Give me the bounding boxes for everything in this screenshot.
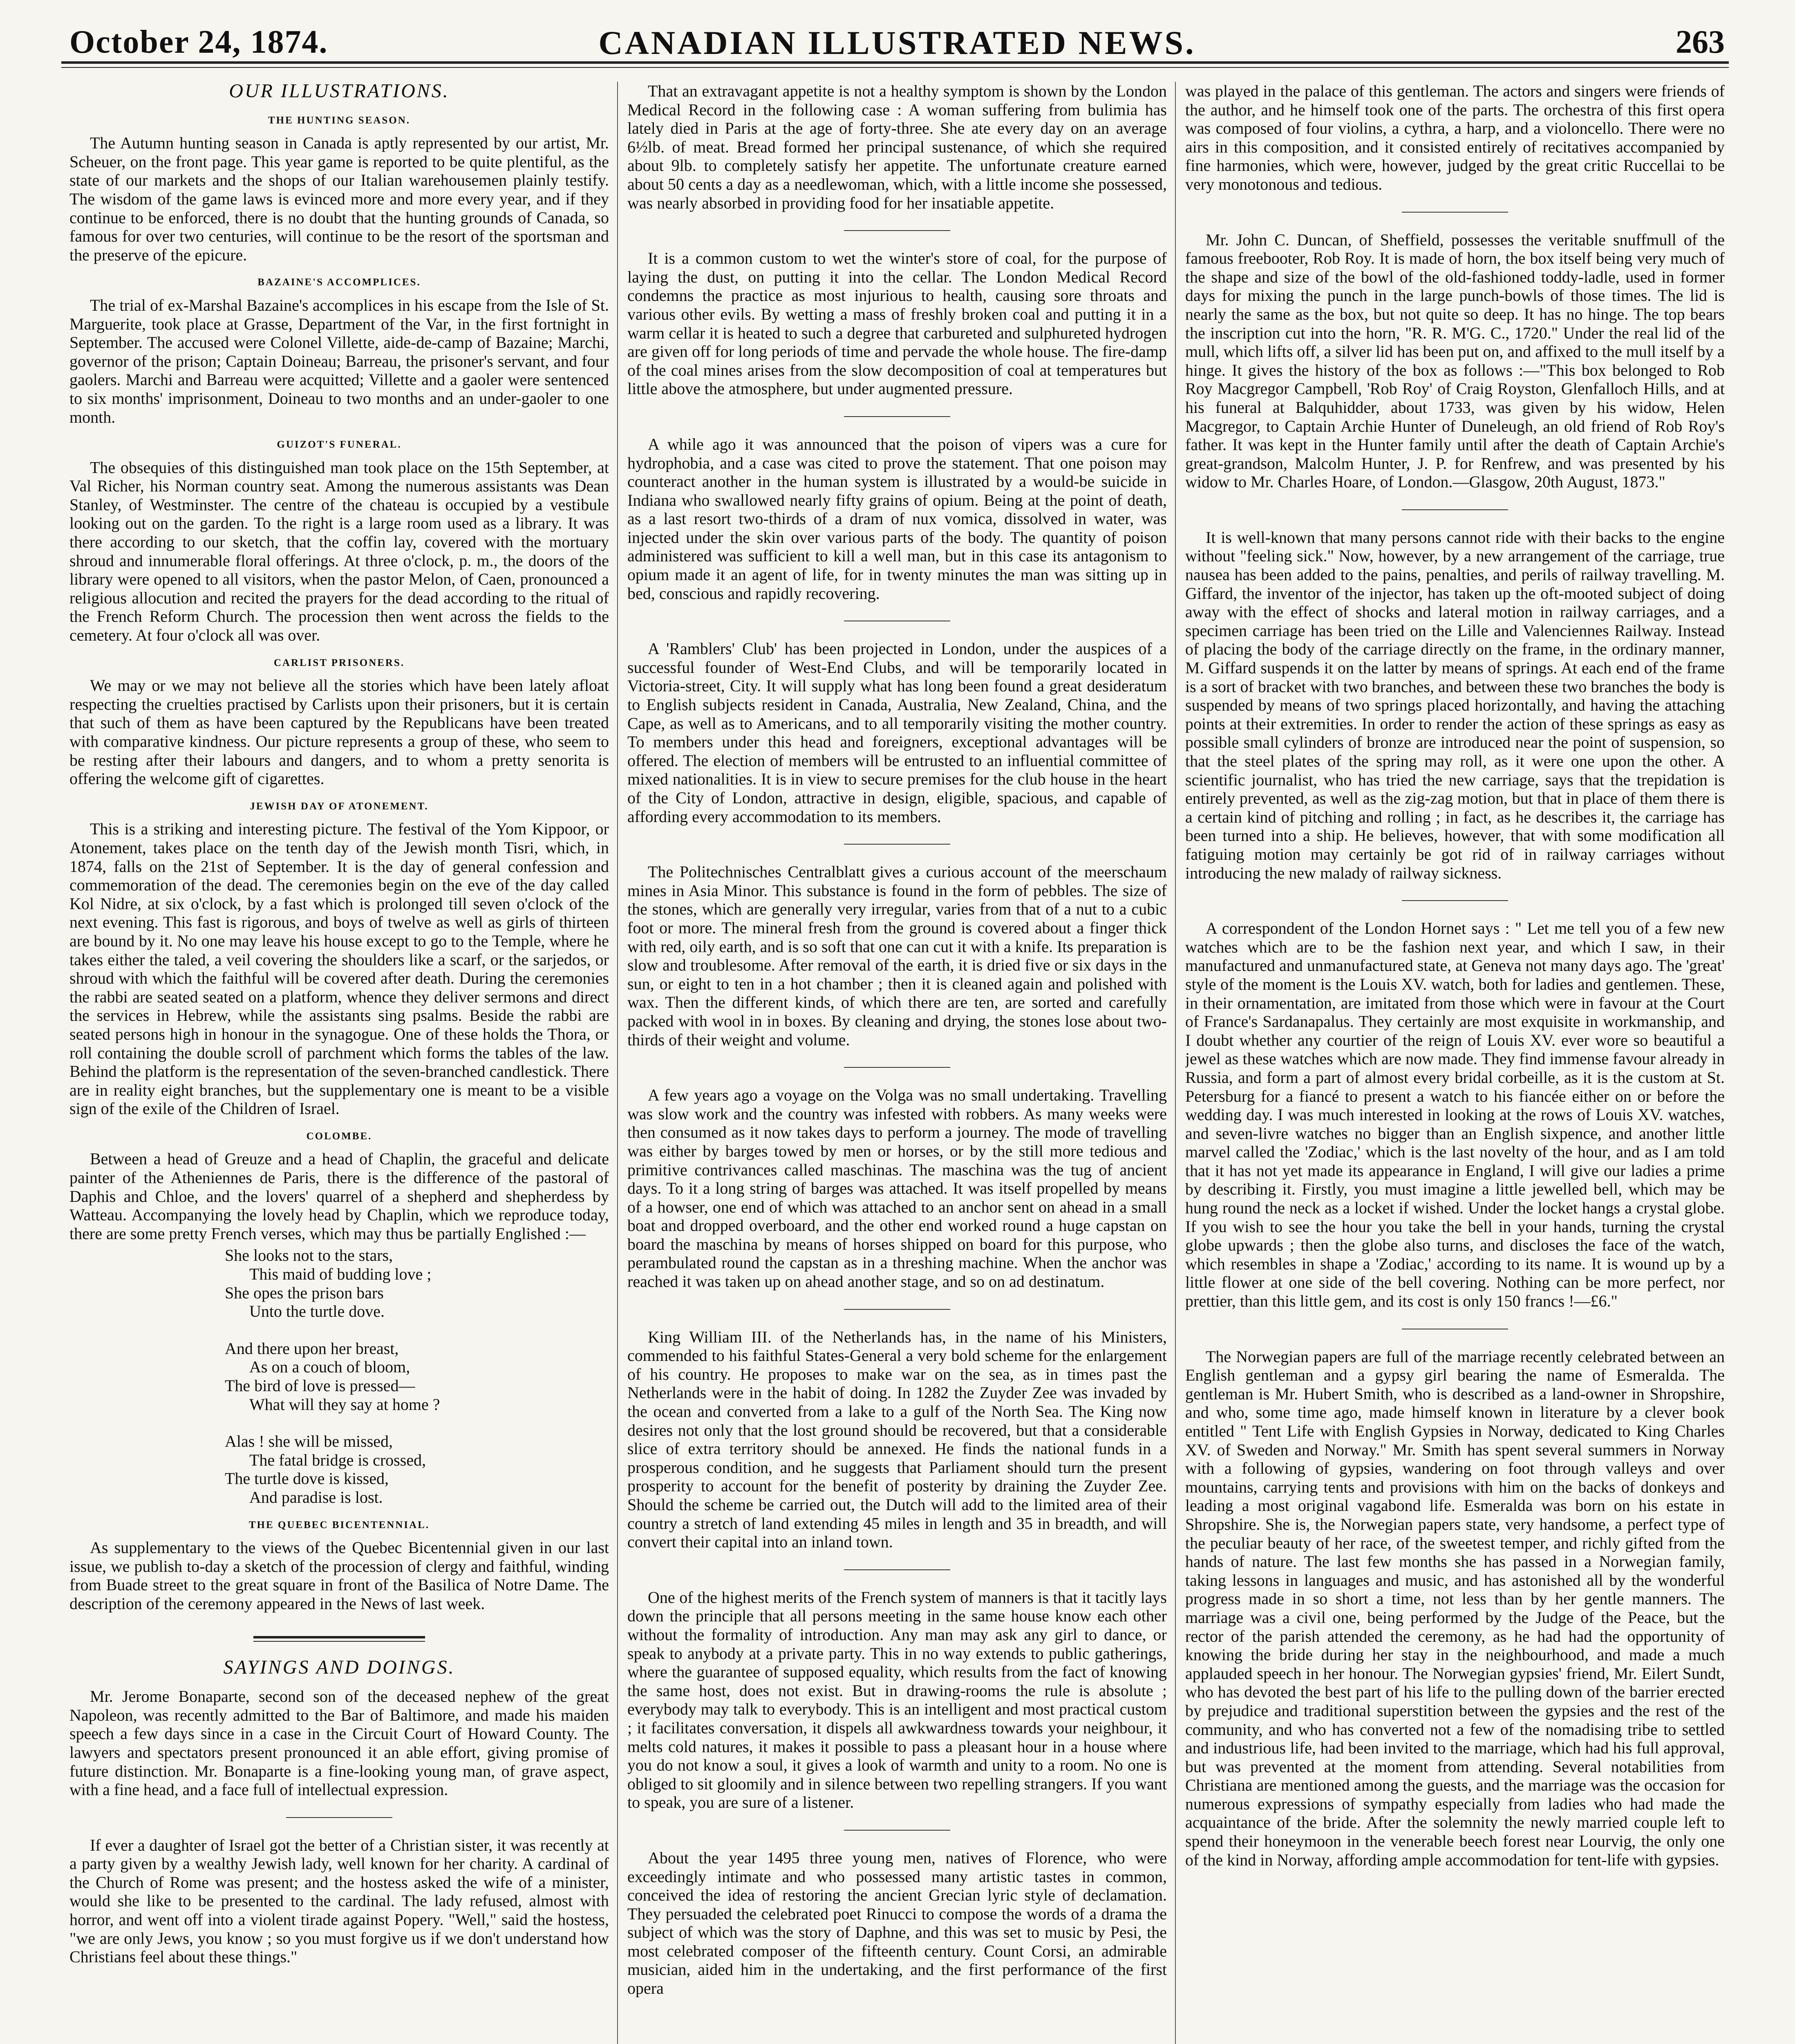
masthead-rule xyxy=(61,61,1729,64)
page-number: 263 xyxy=(1676,24,1725,60)
article-subheading: CARLIST PRISONERS. xyxy=(273,657,405,668)
issue-date: October 24, 1874. xyxy=(69,24,328,60)
article-paragraph: was played in the palace of this gentleman. The actors and singers were friends of the author, and he himself took one of the parts. The orchestra of this first opera was composed of four violins, a cythra, a harp, and a violoncello. There were no airs in this composition, and it consisted entirely of recitatives accompanied by fine harmonies, which were, however, judged by the great critic Ruccellai to be very monotonous and tedious. xyxy=(1185,82,1725,193)
poem-line: Alas ! she will be missed, xyxy=(225,1432,393,1451)
article-separator xyxy=(844,230,950,231)
article-paragraph: We may or we may not believe all the stories which have been lately afloat respecting the cruelties practised by Carlists upon their prisoners, but it is certain that such of them as have been captured by the Republicans have been treated with comparative kindness. Our picture represents a group of these, who seem to be resting after their labours and dangers, and to whom a pretty senorita is offering the welcome gift of cigarettes. xyxy=(69,676,609,788)
masthead-rule-thin xyxy=(61,67,1729,68)
poem-line: This maid of budding love ; xyxy=(249,1265,432,1284)
article-subheading: BAZAINE'S ACCOMPLICES. xyxy=(257,277,421,288)
poem-line: Unto the turtle dove. xyxy=(249,1302,385,1321)
poem-line: The bird of love is pressed— xyxy=(225,1376,415,1395)
article-paragraph: This is a striking and interesting picture. The festival of the Yom Kippoor, or Atonement, takes place on the tenth day of the Jewish month Tisri, which, in 1874, falls on the 21st of September. It is the day of general confession and commemoration of the dead. The ceremonies begin on the eve of the day called Kol Nidre, at six o'clock, by a fast which is prolonged till seven o'clock of the next evening. This fast is rigorous, and boys of twelve as well as girls of thirteen are bound by it. No one may leave his house except to go to the Temple, where he takes either the taled, a veil covering the shoulders like a scarf, or the sarjedos, or shroud with which the faithful will be covered after death. During the ceremonies the rabbi are seated seated on a platform, whence they deliver sermons and direct the services in Hebrew, while the assistants sing psalms. Beside the rabbi are seated persons high in honour in the synagogue. One of these holds the Thora, or roll containing the double scroll of parchment which forms the tables of the law. Behind the platform is the representation of the seven-branched candlestick. There are in reality eight branches, but the supplementary one is meant to be a visible sign of the exile of the Children of Israel. xyxy=(69,820,609,1118)
article-paragraph: That an extravagant appetite is not a healthy symptom is shown by the London Medical Record in the following case : A woman suffering from bulimia has lately died in Paris at the age of forty-three. She ate every day on an average 6½lb. of meat. Bread formed her principal sustenance, of which she required about 9lb. to completely satisfy her appetite. The unfortunate creature earned about 50 cents a day as a needlewoman, which, with a little income she possessed, was nearly absorbed in providing food for her insatiable appetite. xyxy=(627,82,1167,212)
article-paragraph: About the year 1495 three young men, natives of Florence, who were exceedingly intimate and who possessed many artistic tastes in common, conceived the idea of restoring the ancient Grecian lyric style of declamation. They persuaded the celebrated poet Rinucci to compose the words of a drama the subject of which was the story of Daphne, and this was set to music by Pesi, the most celebrated composer of the fifteenth century. Count Corsi, an admirable musician, aided him in the undertaking, and the first performance of the first opera xyxy=(627,1848,1167,1998)
poem-line: The turtle dove is kissed, xyxy=(225,1469,389,1488)
section-rule xyxy=(253,1636,425,1642)
poem-line: And there upon her breast, xyxy=(225,1339,399,1358)
newspaper-title: CANADIAN ILLUSTRATED NEWS. xyxy=(598,24,1196,61)
article-paragraph: A while ago it was announced that the poison of vipers was a cure for hydrophobia, and a case was cited to prove the statement. That one poison may counteract another in the human system is illustrated by a would-be suicide in Indiana who swallowed nearly fifty grains of opium. Being at the point of death, as a last resort two-thirds of a dram of nux vomica, dissolved in water, was injected under the skin over various parts of the body. The quantity of poison administered was sufficient to kill a well man, but in this case its antagonism to opium made it an agent of life, for in twenty minutes the man was sitting up in bed, conscious and rapidly recovering. xyxy=(627,435,1167,603)
column-2 xyxy=(627,82,1167,2044)
article-paragraph: The obsequies of this distinguished man took place on the 15th September, at Val Richer, his Norman country seat. Among the numerous assistants was Dean Stanley, of Westminster. The centre of the chateau is occupied by a vestibule looking out on the garden. To the right is a large room used as a library. It was there according to our sketch, that the coffin lay, covered with the mortuary shroud and innumerable floral offerings. At three o'clock, p. m., the doors of the library were opened to all visitors, when the pastor Melon, of Caen, pronounced a religious allocution and recited the prayers for the dead according to the ritual of the French Reform Church. The procession then went across the fields to the cemetery. At four o'clock all was over. xyxy=(69,458,609,645)
article-paragraph: Between a head of Greuze and a head of Chaplin, the graceful and delicate painter of the Atheniennes de Paris, there is the difference of the pastoral of Daphis and Chloe, and the lovers' quarrel of a shepherd and shepherdess by Watteau. Accompanying the lovely head by Chaplin, which we reproduce today, there are some pretty French verses, which may thus be partially Englished :— xyxy=(69,1150,609,1243)
poem-line: And paradise is lost. xyxy=(249,1488,383,1506)
article-paragraph: It is a common custom to wet the winter's store of coal, for the purpose of laying the dust, on putting it into the cellar. The London Medical Record condemns the practice as most injurious to health, causing sore throats and various other evils. By wetting a mass of freshly broken coal and putting it in a warm cellar it is heated to such a degree that carbureted and sulphureted hydrogen are given off for long periods of time and pervade the whole house. The fire-damp of the coal mines arises from the slow decomposition of coal at temperatures but little above the atmosphere, but under augmented pressure. xyxy=(627,249,1167,398)
article-subheading: COLOMBE. xyxy=(306,1130,372,1142)
article-paragraph: If ever a daughter of Israel got the better of a Christian sister, it was recently at a party given by a wealthy Jewish lady, well known for her charity. A cardinal of the Church of Rome was present; and the hostess asked the wife of a minister, would she like to be presented to the cardinal. The lady refused, almost with horror, and went off into a violent tirade against Popery. "Well," said the hostess, "we are only Jews, you know ; so you must forgive us if we don't understand how Christians feel about these things." xyxy=(69,1836,609,1966)
article-subheading: JEWISH DAY OF ATONEMENT. xyxy=(250,800,429,812)
article-paragraph: Mr. John C. Duncan, of Sheffield, possesses the veritable snuffmull of the famous freebooter, Rob Roy. It is made of horn, the box itself being very much of the shape and size of the bowl of the old-fashioned toddy-ladle, used in former days for mixing the punch in the large punch-bowls of those times. The lid is nearly the same as the box, but not quite so deep. It has no hinge. The top bears the inscription cut into the horn, "R. R. M'G. C., 1720." Under the real lid of the mull, which lifts off, a silver lid has been put on, and affixed to the mull itself by a hinge. It gives the history of the box as follows :—"This box belonged to Rob Roy Macgregor Campbell, 'Rob Roy' of Craig Royston, Glenfalloch Hills, and at his funeral at Balquhidder, about 1733, was given by his widow, Helen Macgregor, to Captain Archie Hunter of Duneleugh, an old friend of Rob Roy's father. It was kept in the Hunter family until after the death of Captain Archie's great-grandson, Malcolm Hunter, J. P. for Renfrew, and was presented by his widow to Mr. Charles Hoare, of London.—Glasgow, 20th August, 1873." xyxy=(1185,230,1725,491)
article-subheading: GUIZOT'S FUNERAL. xyxy=(277,439,402,450)
article-subheading: THE HUNTING SEASON. xyxy=(268,114,411,126)
column-3 xyxy=(1185,82,1725,2044)
poem xyxy=(69,1246,609,1506)
article-paragraph: A few years ago a voyage on the Volga was no small undertaking. Travelling was slow work and the country was infested with robbers. As many weeks were then consumed as it now takes days to perform a journey. The mode of travelling was either by barges towed by men or horses, or by the still more tedious and primitive contrivances called maschinas. The maschina was the tug of ancient days. To it a long string of barges was attached. It was itself propelled by means of a howser, one end of which was attached to an anchor sent on ahead in a small boat and dropped overboard, and the other end worked round a huge capstan on board the maschina by means of horses shipped on board for this purpose, who perambulated round the capstan as in a threshing machine. When the anchor was reached it was taken up on ahead another stage, and so on ad destinatum. xyxy=(627,1086,1167,1291)
masthead xyxy=(69,16,1725,65)
article-separator xyxy=(844,1309,950,1310)
article-separator xyxy=(844,844,950,845)
article-separator xyxy=(1402,900,1508,901)
article-separator xyxy=(286,1817,392,1818)
article-paragraph: A 'Ramblers' Club' has been projected in London, under the auspices of a successful founder of West-End Clubs, and will be temporarily located in Victoria-street, City. It will supply what has long been found a great desideratum to English subjects resident in Canada, Australia, New Zealand, China, and the Cape, as well as to Americans, and to all temporarily visiting the mother country. To members under this head and foreigners, exceptional advantages will be offered. The election of members will be entrusted to an influential committee of mixed nationalities. It is in view to secure premises for the club house in the heart of the City of London, attractive in design, eligible, spacious, and capable of affording every accommodation to its members. xyxy=(627,639,1167,826)
article-paragraph: Mr. Jerome Bonaparte, second son of the deceased nephew of the great Napoleon, was recently admitted to the Bar of Baltimore, and made his maiden speech a few days since in a case in the Circuit Court of Howard County. The lawyers and spectators present pronounced it an able effort, giving promise of future distinction. Mr. Bonaparte is a fine-looking young man, of grave aspect, with a fine head, and a face full of intellectual expression. xyxy=(69,1687,609,1799)
article-paragraph: As supplementary to the views of the Quebec Bicentennial given in our last issue, we publish to-day a sketch of the procession of clergy and faithful, winding from Buade street to the great square in front of the Basilica of Notre Dame. The description of the ceremony appeared in the News of last week. xyxy=(69,1538,609,1613)
article-separator xyxy=(844,1067,950,1068)
article-subheading: THE QUEBEC BICENTENNIAL. xyxy=(248,1519,430,1531)
poem-line: As on a couch of bloom, xyxy=(249,1358,410,1376)
poem-line: She looks not to the stars, xyxy=(225,1246,393,1265)
article-paragraph: One of the highest merits of the French system of manners is that it tacitly lays down the principle that all persons meeting in the same house know each other without the formality of introduction. Any man may ask any girl to dance, or speak to anybody at a private party. This in no way extends to public gatherings, where the guarantee of supposed equality, which results from the fact of knowing the same host, does not exist. But in drawing-rooms the rule is absolute ; everybody may talk to everybody. This is an intelligent and most practical custom ; it facilitates conversation, it dispels all awkwardness towards your neighbour, it melts cold natures, it makes it possible to pass a pleasant hour in a house where you do not know a soul, it gives a look of warmth and unity to a room. No one is obliged to sit gloomily and in silence between two repelling strangers. If you want to speak, you are sure of a listener. xyxy=(627,1588,1167,1812)
poem-line: She opes the prison bars xyxy=(225,1283,384,1302)
article-separator xyxy=(844,1830,950,1831)
poem-line: The fatal bridge is crossed, xyxy=(249,1450,426,1469)
poem-line: What will they say at home ? xyxy=(249,1395,440,1414)
article-paragraph: It is well-known that many persons cannot ride with their backs to the engine without "feeling sick." Now, however, by a new arrangement of the carriage, true nausea has been added to the pains, penalties, and perils of railway travelling. M. Giffard, the inventor of the injector, has taken up the oft-mooted subject of doing away with the effect of shocks and lateral motion in railway carriages, and a specimen carriage has been tried on the Lille and Valenciennes Railway. Instead of placing the body of the carriage directly on the frame, in the ordinary manner, M. Giffard suspends it on the latter by means of springs. At each end of the frame is a sort of bracket with two branches, and between these two branches the body is suspended by means of two springs placed horizontally, and having the attaching points at their extremities. In order to render the action of these springs as easy as possible small cylinders of bronze are introduced near the point of suspension, so that the steel plates of the spring may roll, as it were one upon the other. A scientific journalist, who has tried the new carriage, says that the trepidation is entirely prevented, as well as the zig-zag motion, but that in place of them there is a certain kind of pitching and rolling ; in fact, as he describes it, the carriage has been turned into a ship. He believes, however, that with some modification all fatiguing motion may certainly be got rid of in railway carriages without introducing the new malady of railway sickness. xyxy=(1185,528,1725,882)
article-separator xyxy=(1402,212,1508,213)
article-paragraph: The trial of ex-Marshal Bazaine's accomplices in his escape from the Isle of St. Marguerite, took place at Grasse, Department of the Var, in the first fortnight in September. The accused were Colonel Villette, aide-de-camp of Bazaine; Marchi, governor of the prison; Captain Doineau; Barreau, the prisoner's servant, and four gaolers. Marchi and Barreau were acquitted; Villette and a gaoler were sentenced to six months' imprisonment, Doineau to two months and an under-gaoler to one month. xyxy=(69,296,609,426)
section-heading-sayings: SAYINGS AND DOINGS. xyxy=(223,1656,455,1678)
section-heading-illustrations: OUR ILLUSTRATIONS. xyxy=(229,82,450,102)
article-separator xyxy=(844,1569,950,1570)
column-1 xyxy=(69,82,609,2044)
article-paragraph: The Politechnisches Centralblatt gives a curious account of the meerschaum mines in Asia Minor. This substance is found in the form of pebbles. The size of the stones, which are generally very irregular, varies from that of a nut to a cubic foot or more. The mineral fresh from the ground is covered about a finger thick with red, oily earth, and is so soft that one can cut it with a knife. Its preparation is slow and troublesome. After removal of the earth, it is dried five or six days in the sun, or eight to ten in a hot chamber ; then it is cleaned again and polished with wax. Then the different kinds, of which there are ten, are sorted and carefully packed with wool in in boxes. By cleaning and drying, the stones lose about two-thirds of their weight and volume. xyxy=(627,863,1167,1049)
article-separator xyxy=(1402,509,1508,510)
column-divider xyxy=(1175,82,1176,2044)
article-paragraph: The Norwegian papers are full of the marriage recently celebrated between an English gentleman and a gypsy girl bearing the name of Esmeralda. The gentleman is Mr. Hubert Smith, who is described as a land-owner in Shropshire, and who, some time ago, made himself known in literature by a clever book entitled " Tent Life with English Gypsies in Norway, dedicated to King Charles XV. of Sweden and Norway." Mr. Smith has spent several summers in Norway with a following of gypsies, wandering on foot through valleys and over mountains, carrying tents and provisions with him on the backs of donkeys and leading a most original vagabond life. Esmeralda was born on his estate in Shropshire. She is, the Norwegian papers state, very handsome, a perfect type of the peculiar beauty of her race, of the sweetest temper, and richly gifted from the hands of nature. The last few months she has passed in a Norwegian family, taking lessons in languages and music, and has astonished all by the wonderful progress made in so short a time, not less than by her gentle manners. The marriage was a civil one, being performed by the Judge of the Peace, but the rector of the parish attended the ceremony, as he had had the opportunity of knowing the bride during her stay in the neighbourhood, and made a much applauded speech in her honour. The Norwegian gypsies' friend, Mr. Eilert Sundt, who has devoted the best part of his life to the pulling down of the barrier erected by prejudice and traditional superstition between the gypsies and the rest of the community, and who has converted not a few of the nomadising tribe to settled and industrious life, had been invited to the marriage, which had his full approval, but was prevented at the moment from attending. Several notabilities from Christiana are mentioned among the guests, and the marriage was the occasion for numerous expressions of sympathy especially from ladies who had made the acquaintance of the bride. After the solemnity the newly married couple left to spend their honeymoon in the venerable beech forest near Lourvig, the only one of the kind in Norway, affording ample accommodation for tent-life with gypsies. xyxy=(1185,1347,1725,1869)
article-paragraph: The Autumn hunting season in Canada is aptly represented by our artist, Mr. Scheuer, on the front page. This year game is reported to be quite plentiful, as the state of our markets and the shops of our Italian warehousemen plainly testify. The wisdom of the game laws is evinced more and more every year, and if they continue to be enforced, there is no doubt that the hunting grounds of Canada, so famous for over two centuries, will continue to be the resort of the sportsman and the preserve of the epicure. xyxy=(69,134,609,264)
article-paragraph: King William III. of the Netherlands has, in the name of his Ministers, commended to his faithful States-General a very bold scheme for the enlargement of his country. He proposes to make war on the sea, as in times past the Netherlands were in the habit of doing. In 1282 the Zuyder Zee was invaded by the ocean and converted from a lake to a gulf of the North Sea. The King now desires not only that the lost ground should be recovered, but that a considerable slice of extra territory should be annexed. He finds the national funds in a prosperous condition, and he suggests that Parliament should turn the present prosperity to account for the benefit of posterity by draining the Zuyder Zee. Should the scheme be carried out, the Dutch will add to the limited area of their country a stretch of land extending 45 miles in length and 35 in breadth, and will convert their capital into an inland town. xyxy=(627,1327,1167,1551)
article-paragraph: A correspondent of the London Hornet says : " Let me tell you of a few new watches which are to be the fashion next year, and which I saw, in their manufactured and unmanufactured state, at Geneva not many days ago. The 'great' style of the moment is the Louis XV. watch, both for ladies and gentlemen. These, in their ornamentation, are imitated from those which were in favour at the Court of France's Sardanapalus. They certainly are most exquisite in workmanship, and I doubt whether any courtier of the reign of Louis XV. ever wore so beautiful a jewel as these watches which are now made. They find immense favour already in Russia, and form a part of almost every bridal corbeille, as it is the custom at St. Petersburg for a fiancé to present a watch to his fiancée either on or before the wedding day. I was much interested in looking at the rows of Louis XV. watches, and seven-livre watches no bigger than an English sixpence, and another little marvel called the 'Zodiac,' which is the last novelty of the hour, and as I am told that it has not yet made its appearance in England, I will give our ladies a prime by describing it. Firstly, you must imagine a little jewelled bell, which may be hung round the neck as a locket if wished. Under the locket hangs a crystal globe. If you wish to see the hour you take the bell in your hands, turning the crystal globe upwards ; then the globe also turns, and discloses the face of the watch, which resembles in shape a 'Zodiac,' according to its name. It is wound up by a little flower at one side of the bell covering. Nothing can be more perfect, nor prettier, than this little gem, and its cost is only 150 francs !—£6." xyxy=(1185,919,1725,1311)
article-separator xyxy=(844,416,950,417)
column-divider xyxy=(617,82,618,2044)
